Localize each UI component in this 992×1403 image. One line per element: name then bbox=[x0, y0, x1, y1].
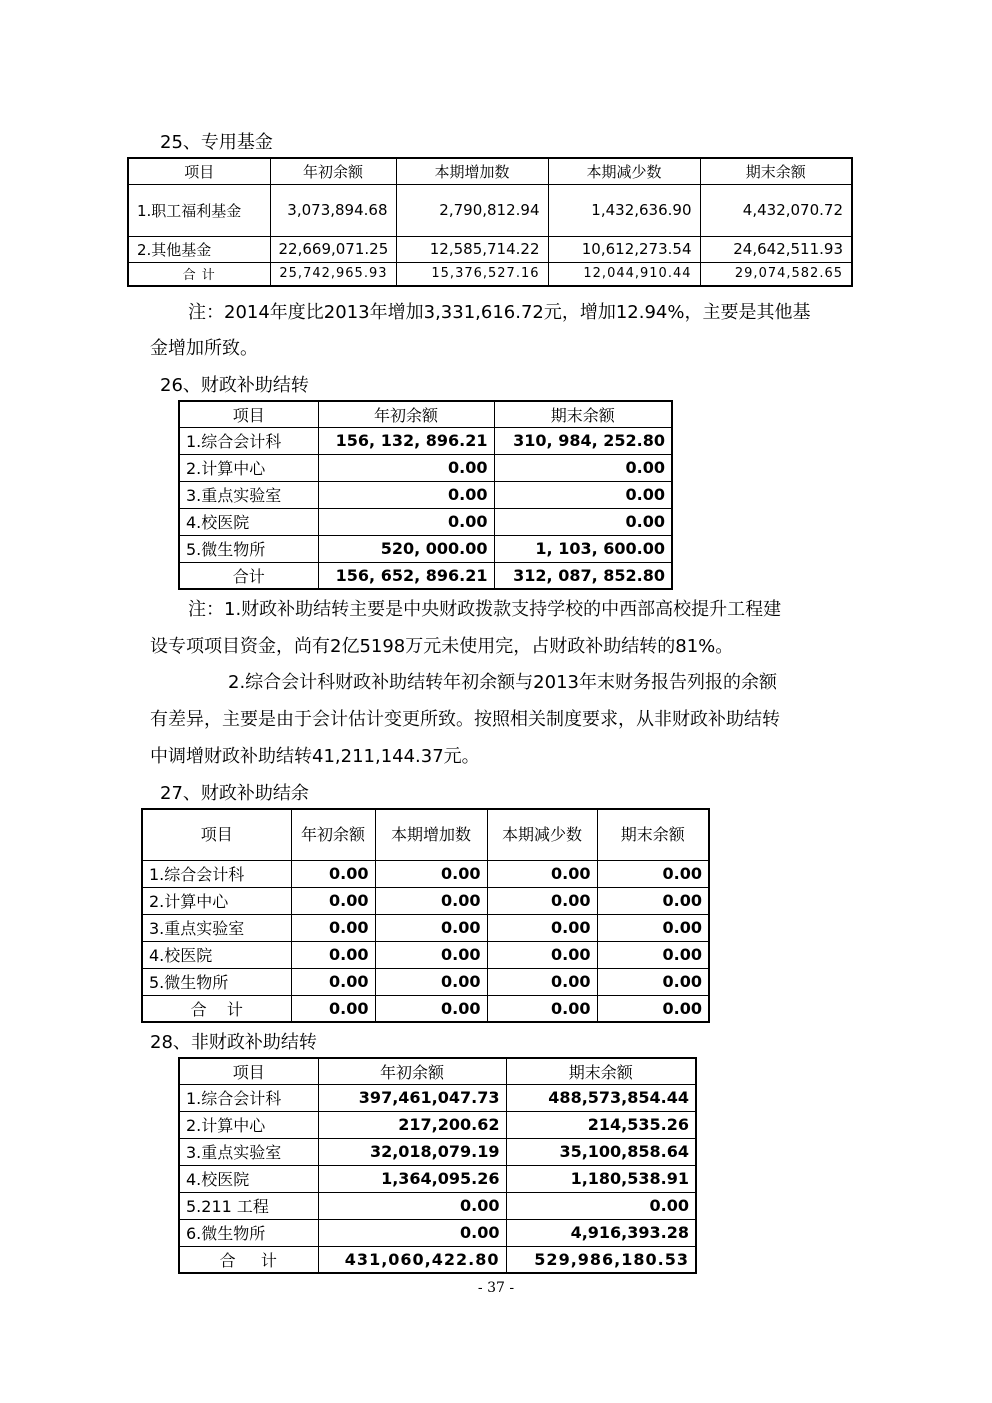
note-25-line1: 注：2014年度比2013年增加3,331,616.72元，增加12.94%，主要是其他基 bbox=[188, 302, 811, 323]
fiscal-subsidy-surplus-table bbox=[141, 808, 710, 1023]
cell-begin: 3,073,894.68 bbox=[270, 184, 396, 236]
cell-end: 35,100,858.64 bbox=[506, 1138, 696, 1165]
table-row bbox=[142, 941, 709, 968]
cell-increase: 0.00 bbox=[375, 860, 487, 887]
cell-begin: 0.00 bbox=[291, 995, 375, 1022]
cell-end: 0.00 bbox=[494, 481, 672, 508]
cell-begin: 1,364,095.26 bbox=[318, 1165, 506, 1192]
section-25-heading: 25、专用基金 bbox=[160, 132, 273, 153]
col-header-begin: 年初余额 bbox=[270, 158, 396, 184]
cell-end: 1, 103, 600.00 bbox=[494, 535, 672, 562]
cell-begin: 397,461,047.73 bbox=[318, 1084, 506, 1111]
page-number: - 37 - bbox=[477, 1280, 515, 1296]
row-item: 3.重点实验室 bbox=[142, 914, 291, 941]
non-fiscal-subsidy-carryover-table bbox=[178, 1057, 697, 1274]
cell-begin: 156, 132, 896.21 bbox=[318, 427, 494, 454]
cell-increase: 2,790,812.94 bbox=[396, 184, 548, 236]
cell-end: 0.00 bbox=[494, 454, 672, 481]
cell-increase: 0.00 bbox=[375, 968, 487, 995]
table-row bbox=[179, 481, 672, 508]
cell-begin: 520, 000.00 bbox=[318, 535, 494, 562]
col-header-decrease: 本期减少数 bbox=[487, 809, 597, 860]
note-26-line3: 2.综合会计科财政补助结转年初余额与2013年末财务报告列报的余额 bbox=[228, 672, 777, 693]
cell-increase: 15,376,527.16 bbox=[396, 262, 548, 286]
row-item: 3.重点实验室 bbox=[179, 1138, 318, 1165]
table-row bbox=[142, 914, 709, 941]
cell-begin: 0.00 bbox=[291, 968, 375, 995]
table-row bbox=[128, 184, 852, 236]
cell-end: 0.00 bbox=[506, 1192, 696, 1219]
table-row bbox=[142, 887, 709, 914]
cell-end: 312, 087, 852.80 bbox=[494, 562, 672, 589]
cell-decrease: 0.00 bbox=[487, 941, 597, 968]
table-row bbox=[179, 1192, 696, 1219]
row-item: 1.综合会计科 bbox=[142, 860, 291, 887]
cell-end: 529,986,180.53 bbox=[506, 1246, 696, 1273]
row-item: 6.微生物所 bbox=[179, 1219, 318, 1246]
cell-begin: 156, 652, 896.21 bbox=[318, 562, 494, 589]
section-26-heading: 26、财政补助结转 bbox=[160, 375, 309, 396]
cell-end: 0.00 bbox=[597, 887, 709, 914]
row-item: 2.计算中心 bbox=[179, 1111, 318, 1138]
cell-end: 0.00 bbox=[597, 860, 709, 887]
table-row bbox=[128, 236, 852, 262]
cell-decrease: 0.00 bbox=[487, 887, 597, 914]
table-row bbox=[179, 427, 672, 454]
section-28-heading: 28、非财政补助结转 bbox=[150, 1032, 317, 1053]
col-header-end: 期末余额 bbox=[494, 401, 672, 427]
row-item: 4.校医院 bbox=[179, 508, 318, 535]
note-26-line5: 中调增财政补助结转41,211,144.37元。 bbox=[150, 746, 480, 767]
cell-begin: 217,200.62 bbox=[318, 1111, 506, 1138]
cell-decrease: 12,044,910.44 bbox=[548, 262, 700, 286]
table-row bbox=[179, 454, 672, 481]
section-27-heading: 27、财政补助结余 bbox=[160, 783, 309, 804]
col-header-end: 期末余额 bbox=[597, 809, 709, 860]
cell-increase: 0.00 bbox=[375, 995, 487, 1022]
cell-end: 1,180,538.91 bbox=[506, 1165, 696, 1192]
cell-begin: 0.00 bbox=[318, 454, 494, 481]
row-item: 5.微生物所 bbox=[179, 535, 318, 562]
cell-begin: 0.00 bbox=[291, 914, 375, 941]
row-item: 1.职工福利基金 bbox=[128, 184, 270, 236]
cell-decrease: 10,612,273.54 bbox=[548, 236, 700, 262]
col-header-item: 项目 bbox=[128, 158, 270, 184]
table-row bbox=[179, 1165, 696, 1192]
cell-end: 0.00 bbox=[597, 941, 709, 968]
note-26-line1: 注：1.财政补助结转主要是中央财政拨款支持学校的中西部高校提升工程建 bbox=[188, 599, 782, 620]
cell-increase: 0.00 bbox=[375, 914, 487, 941]
total-row bbox=[179, 1246, 696, 1273]
table-row bbox=[142, 860, 709, 887]
cell-increase: 0.00 bbox=[375, 887, 487, 914]
total-row bbox=[179, 562, 672, 589]
note-25-line2: 金增加所致。 bbox=[150, 338, 258, 359]
cell-increase: 0.00 bbox=[375, 941, 487, 968]
cell-begin: 0.00 bbox=[291, 941, 375, 968]
row-item: 1.综合会计科 bbox=[179, 427, 318, 454]
col-header-increase: 本期增加数 bbox=[375, 809, 487, 860]
cell-begin: 22,669,071.25 bbox=[270, 236, 396, 262]
total-row bbox=[128, 262, 852, 286]
cell-end: 0.00 bbox=[597, 914, 709, 941]
cell-begin: 0.00 bbox=[318, 1219, 506, 1246]
table-header-row bbox=[179, 401, 672, 427]
cell-end: 0.00 bbox=[597, 968, 709, 995]
row-item: 2.计算中心 bbox=[179, 454, 318, 481]
cell-end: 0.00 bbox=[494, 508, 672, 535]
row-item: 合计 bbox=[179, 562, 318, 589]
row-item: 4.校医院 bbox=[179, 1165, 318, 1192]
table-row bbox=[179, 508, 672, 535]
table-row bbox=[179, 535, 672, 562]
cell-begin: 431,060,422.80 bbox=[318, 1246, 506, 1273]
cell-decrease: 0.00 bbox=[487, 995, 597, 1022]
row-item: 5.211 工程 bbox=[179, 1192, 318, 1219]
table-row bbox=[179, 1111, 696, 1138]
table-header-row bbox=[179, 1058, 696, 1084]
col-header-end: 期末余额 bbox=[700, 158, 852, 184]
row-item: 1.综合会计科 bbox=[179, 1084, 318, 1111]
col-header-item: 项目 bbox=[142, 809, 291, 860]
col-header-item: 项目 bbox=[179, 401, 318, 427]
row-item: 5.微生物所 bbox=[142, 968, 291, 995]
fiscal-subsidy-carryover-table bbox=[178, 400, 673, 590]
table-row bbox=[179, 1138, 696, 1165]
cell-end: 24,642,511.93 bbox=[700, 236, 852, 262]
cell-end: 4,916,393.28 bbox=[506, 1219, 696, 1246]
row-item: 合 计 bbox=[179, 1246, 318, 1273]
table-header-row bbox=[128, 158, 852, 184]
cell-end: 214,535.26 bbox=[506, 1111, 696, 1138]
col-header-begin: 年初余额 bbox=[291, 809, 375, 860]
cell-begin: 0.00 bbox=[318, 508, 494, 535]
cell-begin: 0.00 bbox=[291, 887, 375, 914]
table-row bbox=[142, 968, 709, 995]
row-item: 2.其他基金 bbox=[128, 236, 270, 262]
note-26-line2: 设专项项目资金，尚有2亿5198万元未使用完，占财政补助结转的81%。 bbox=[150, 636, 734, 657]
col-header-begin: 年初余额 bbox=[318, 1058, 506, 1084]
table-row bbox=[179, 1219, 696, 1246]
cell-end: 310, 984, 252.80 bbox=[494, 427, 672, 454]
row-item: 3.重点实验室 bbox=[179, 481, 318, 508]
table-row bbox=[179, 1084, 696, 1111]
cell-end: 488,573,854.44 bbox=[506, 1084, 696, 1111]
cell-decrease: 0.00 bbox=[487, 860, 597, 887]
row-item: 4.校医院 bbox=[142, 941, 291, 968]
col-header-begin: 年初余额 bbox=[318, 401, 494, 427]
table-header-row bbox=[142, 809, 709, 860]
col-header-increase: 本期增加数 bbox=[396, 158, 548, 184]
cell-end: 29,074,582.65 bbox=[700, 262, 852, 286]
cell-begin: 0.00 bbox=[318, 1192, 506, 1219]
cell-begin: 0.00 bbox=[318, 481, 494, 508]
row-item: 合 计 bbox=[128, 262, 270, 286]
cell-decrease: 1,432,636.90 bbox=[548, 184, 700, 236]
col-header-item: 项目 bbox=[179, 1058, 318, 1084]
total-row bbox=[142, 995, 709, 1022]
cell-begin: 32,018,079.19 bbox=[318, 1138, 506, 1165]
cell-increase: 12,585,714.22 bbox=[396, 236, 548, 262]
col-header-end: 期末余额 bbox=[506, 1058, 696, 1084]
cell-begin: 0.00 bbox=[291, 860, 375, 887]
cell-end: 0.00 bbox=[597, 995, 709, 1022]
cell-end: 4,432,070.72 bbox=[700, 184, 852, 236]
row-item: 2.计算中心 bbox=[142, 887, 291, 914]
col-header-decrease: 本期减少数 bbox=[548, 158, 700, 184]
row-item: 合 计 bbox=[142, 995, 291, 1022]
cell-decrease: 0.00 bbox=[487, 914, 597, 941]
note-26-line4: 有差异，主要是由于会计估计变更所致。按照相关制度要求，从非财政补助结转 bbox=[150, 709, 780, 730]
cell-begin: 25,742,965.93 bbox=[270, 262, 396, 286]
special-fund-table bbox=[127, 157, 853, 287]
cell-decrease: 0.00 bbox=[487, 968, 597, 995]
